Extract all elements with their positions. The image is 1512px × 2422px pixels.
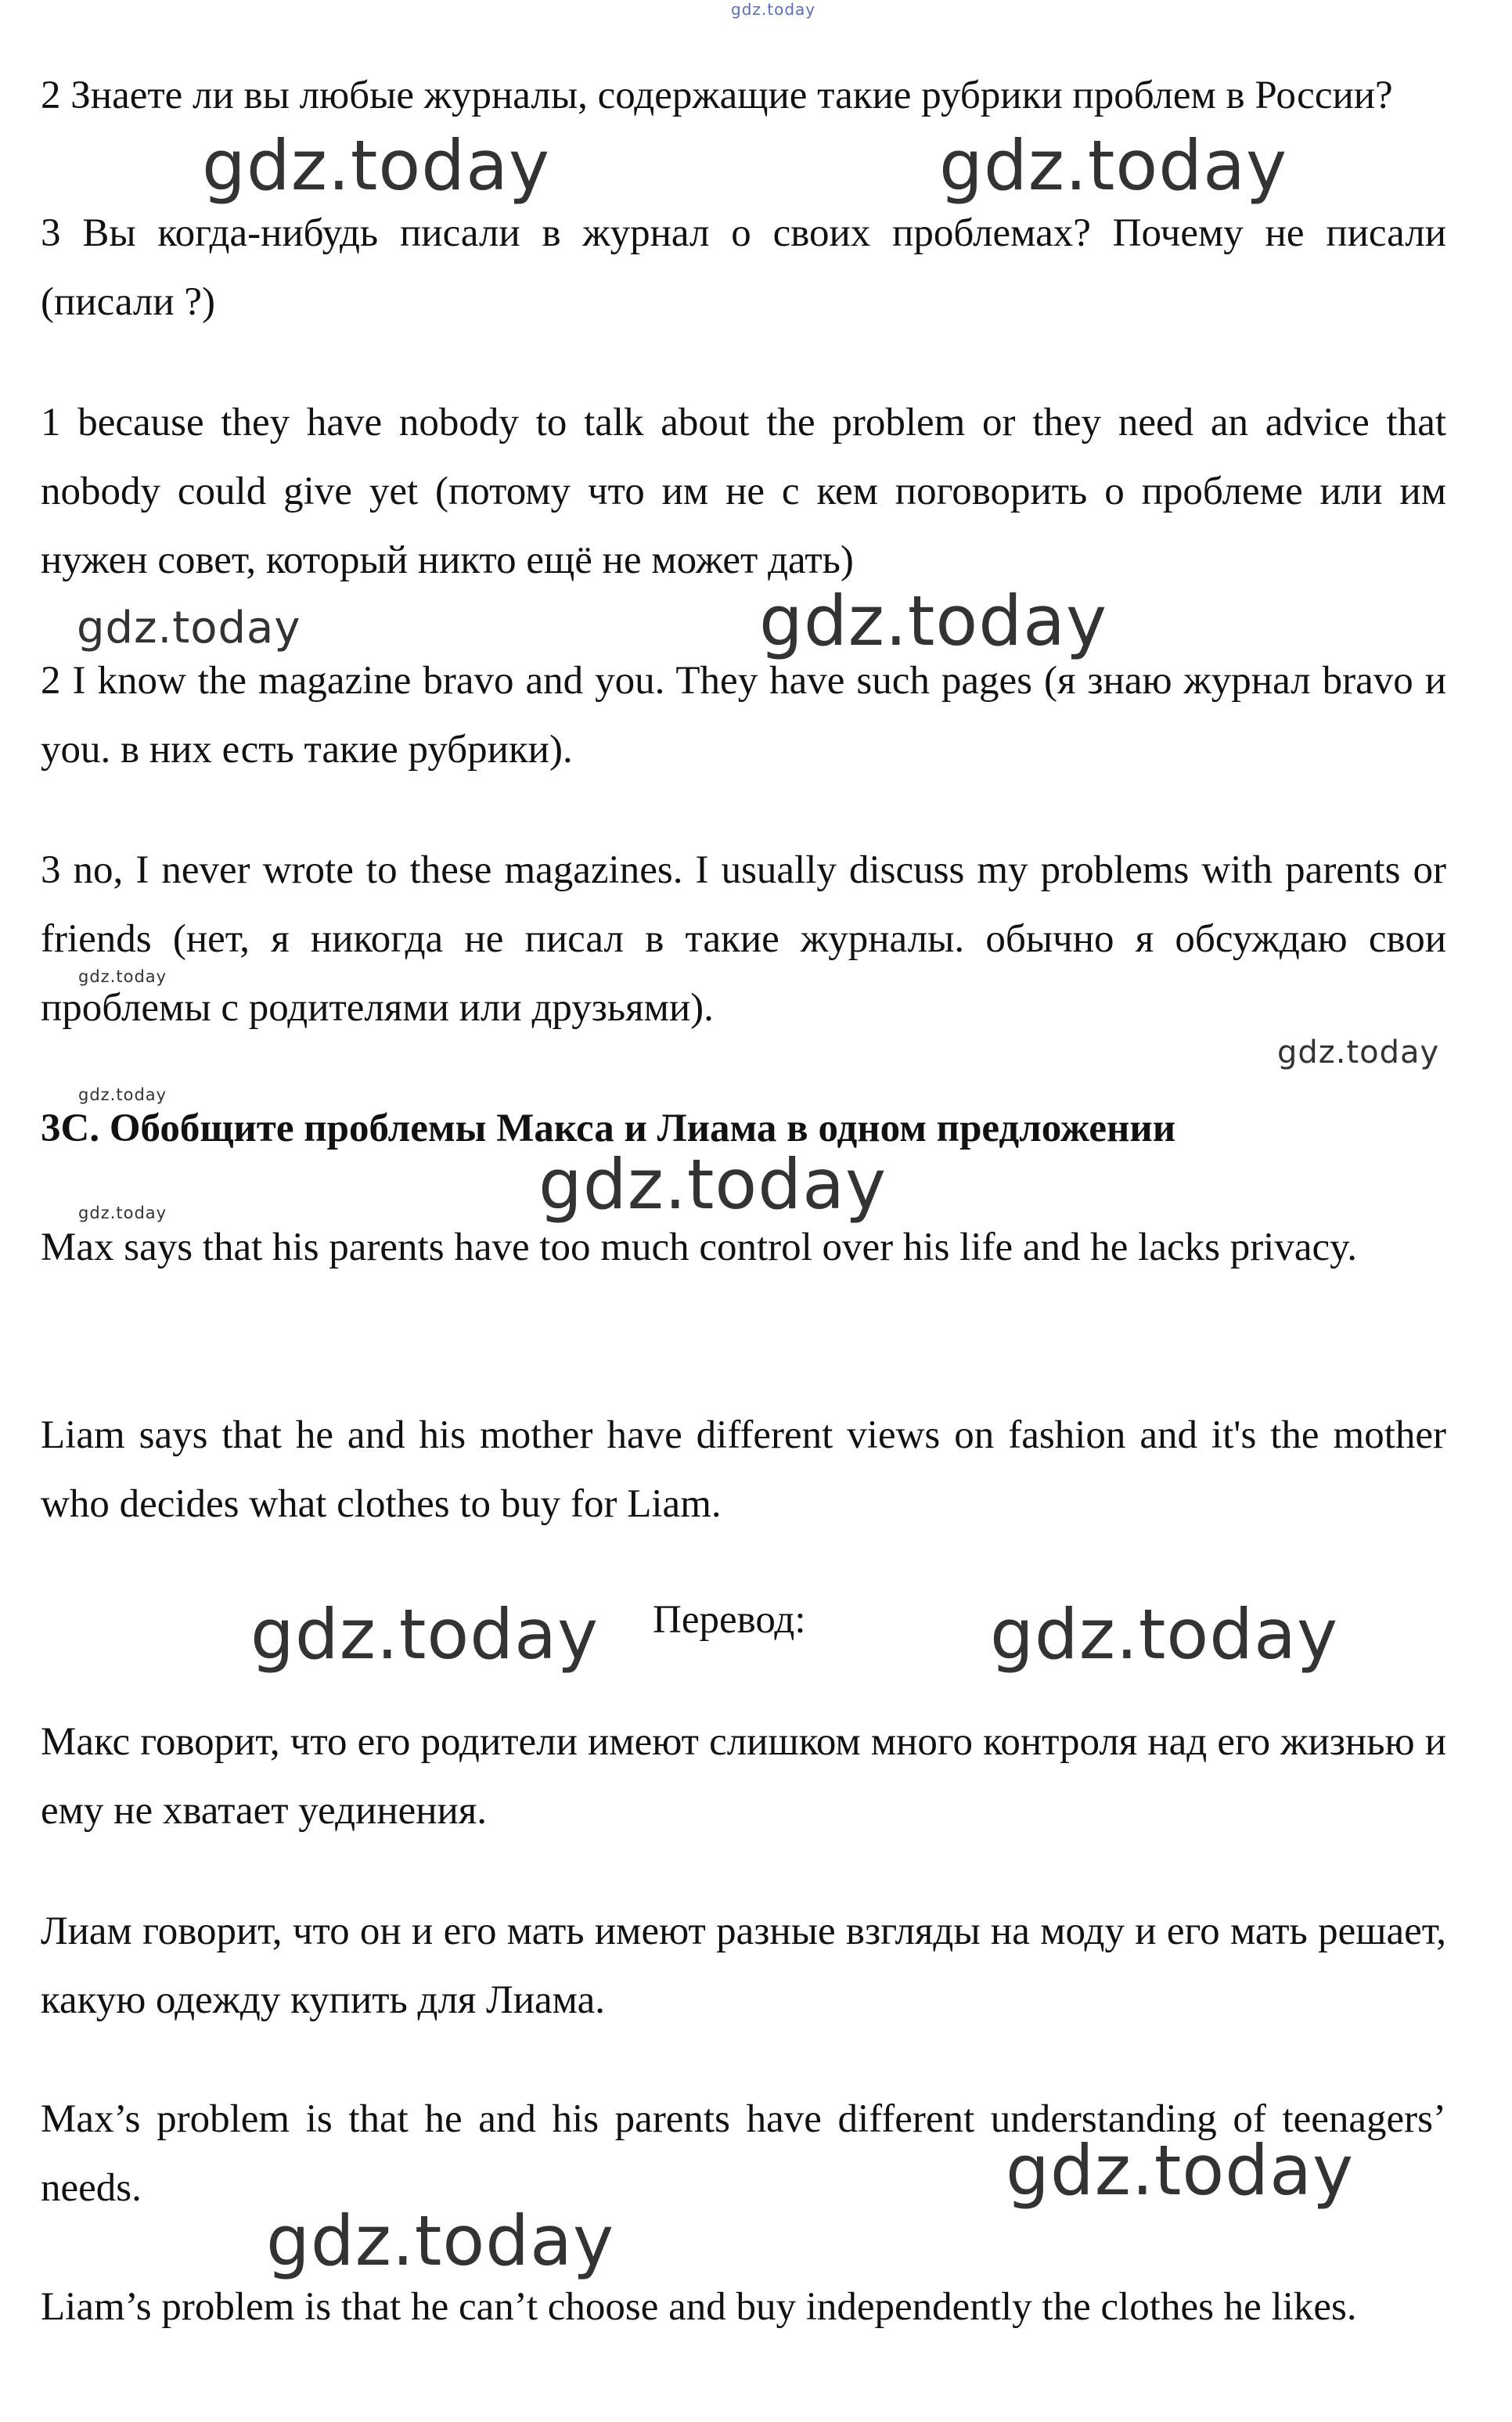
watermark: gdz.today bbox=[78, 1204, 167, 1222]
watermark: gdz.today bbox=[78, 967, 167, 986]
problem-liam-en: Liam’s problem is that he can’t choose and buy independently the clothes he likes. bbox=[41, 2285, 1357, 2329]
watermark: gdz.today bbox=[77, 603, 301, 653]
answer-1: 1 because they have nobody to talk about the problem or they need an advice that nobody could give yet (потому что им не с кем поговорить о проблеме или им нужен совет, который никто ещё не может дать) bbox=[41, 401, 1446, 582]
watermark: gdz.today bbox=[250, 1594, 599, 1675]
watermark: gdz.today bbox=[939, 125, 1288, 206]
watermark: gdz.today bbox=[78, 1085, 167, 1104]
summary-liam-ru: Лиам говорит, что он и его мать имеют разные взгляды на моду и его мать решает, какую одежду купить для Лиама. bbox=[41, 1909, 1446, 2022]
answer-3: 3 no, I never wrote to these magazines. I usually discuss my problems with parents or friends (нет, я никогда не писал в такие журналы. обычно я обсуждаю свои проблемы с родителями или друзьями). bbox=[41, 848, 1446, 1030]
watermark-top: gdz.today bbox=[731, 0, 816, 19]
watermark: gdz.today bbox=[1277, 1035, 1440, 1071]
summary-liam-en: Liam says that he and his mother have different views on fashion and it's the mother who decides what clothes to buy for Liam. bbox=[41, 1413, 1446, 1526]
problem-max-en: Max’s problem is that he and his parents have different understanding of teenagers’ needs. bbox=[41, 2097, 1446, 2210]
summary-max-ru: Макс говорит, что его родители имеют слишком много контроля над его жизнью и ему не хватает уединения. bbox=[41, 1720, 1446, 1833]
answer-2: 2 I know the magazine bravo and you. They have such pages (я знаю журнал bravo и you. в них есть такие рубрики). bbox=[41, 659, 1446, 772]
watermark: gdz.today bbox=[538, 1144, 887, 1225]
question-2: 2 Знаете ли вы любые журналы, содержащие такие рубрики проблем в России? bbox=[41, 74, 1393, 117]
watermark: gdz.today bbox=[266, 2201, 615, 2281]
watermark: gdz.today bbox=[202, 125, 551, 206]
watermark: gdz.today bbox=[990, 1594, 1339, 1675]
translation-label: Перевод: bbox=[653, 1598, 806, 1642]
question-3: 3 Вы когда-нибудь писали в журнал о своих проблемах? Почему не писали (писали ?) bbox=[41, 211, 1446, 324]
watermark: gdz.today bbox=[1006, 2130, 1355, 2211]
watermark: gdz.today bbox=[759, 581, 1108, 661]
summary-max-en: Max says that his parents have too much control over his life and he lacks privacy. bbox=[41, 1225, 1358, 1269]
section-heading: 3C. Обобщите проблемы Макса и Лиама в одном предложении bbox=[41, 1107, 1176, 1150]
